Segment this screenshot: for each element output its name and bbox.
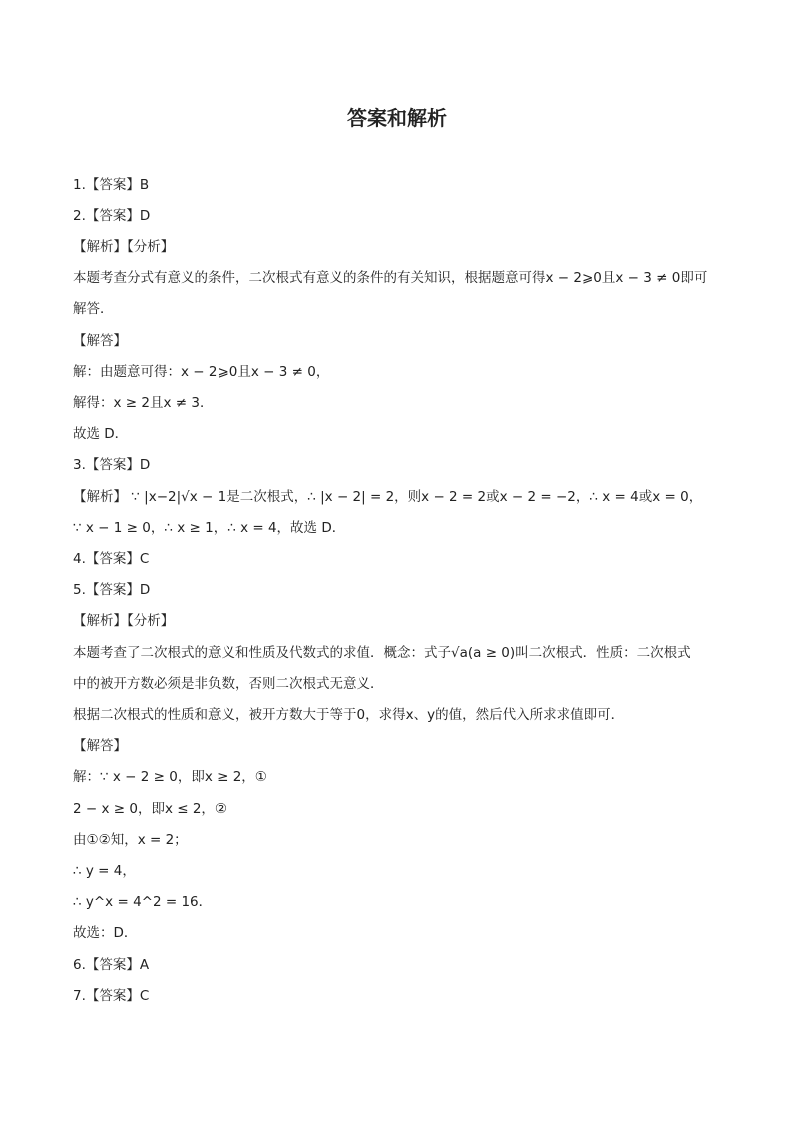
answer-1: 1.【答案】B bbox=[73, 177, 150, 193]
solution-5-step-1: 解：∵ x − 2 ≥ 0，即x ≥ 2，① bbox=[73, 769, 267, 785]
page-title: 答案和解析 bbox=[347, 106, 447, 130]
solution-5-step-4: ∴ y = 4， bbox=[73, 863, 136, 879]
analysis-5-line-3: 根据二次根式的性质和意义，被开方数大于等于0，求得x、y的值，然后代入所求求值即可． bbox=[73, 707, 625, 723]
solution-5-step-3: 由①②知，x = 2； bbox=[73, 832, 188, 848]
answer-7: 7.【答案】C bbox=[73, 988, 150, 1004]
solution-5-step-2: 2 − x ≥ 0，即x ≤ 2，② bbox=[73, 801, 228, 817]
solution-5-choice: 故选：D． bbox=[73, 925, 138, 941]
analysis-2-text-cont: 解答． bbox=[73, 301, 114, 317]
solution-2-step-2: 解得：x ≥ 2且x ≠ 3． bbox=[73, 395, 214, 411]
solution-heading-2: 【解答】 bbox=[73, 333, 127, 349]
solution-2-choice: 故选 D． bbox=[73, 426, 129, 442]
analysis-2-text: 本题考查分式有意义的条件，二次根式有意义的条件的有关知识，根据题意可得x − 2⩾0且x − 3 ≠ 0即可 bbox=[73, 270, 708, 286]
answer-6: 6.【答案】A bbox=[73, 957, 150, 973]
analysis-5-line-1: 本题考查了二次根式的意义和性质及代数式的求值．概念：式子√a(a ≥ 0)叫二次根式．性质：二次根式 bbox=[73, 645, 691, 661]
analysis-3-line-2: ∵ x − 1 ≥ 0，∴ x ≥ 1，∴ x = 4，故选 D． bbox=[73, 520, 346, 536]
analysis-5-line-2: 中的被开方数必须是非负数，否则二次根式无意义． bbox=[73, 676, 384, 692]
answer-2: 2.【答案】D bbox=[73, 208, 151, 224]
solution-heading-5: 【解答】 bbox=[73, 738, 127, 754]
analysis-heading-2: 【解析】【分析】 bbox=[73, 239, 175, 255]
analysis-heading-5: 【解析】【分析】 bbox=[73, 613, 175, 629]
answer-4: 4.【答案】C bbox=[73, 551, 150, 567]
solution-2-step-1: 解：由题意可得：x − 2⩾0且x − 3 ≠ 0， bbox=[73, 364, 330, 380]
answer-5: 5.【答案】D bbox=[73, 582, 151, 598]
answer-3: 3.【答案】D bbox=[73, 457, 151, 473]
analysis-3-line-1: 【解析】 ∵ |x−2|√x − 1是二次根式，∴ |x − 2| = 2，则x − 2 = 2或x − 2 = −2，∴ x = 4或x = 0， bbox=[73, 489, 703, 505]
solution-5-step-5: ∴ y^x = 4^2 = 16． bbox=[73, 894, 213, 910]
